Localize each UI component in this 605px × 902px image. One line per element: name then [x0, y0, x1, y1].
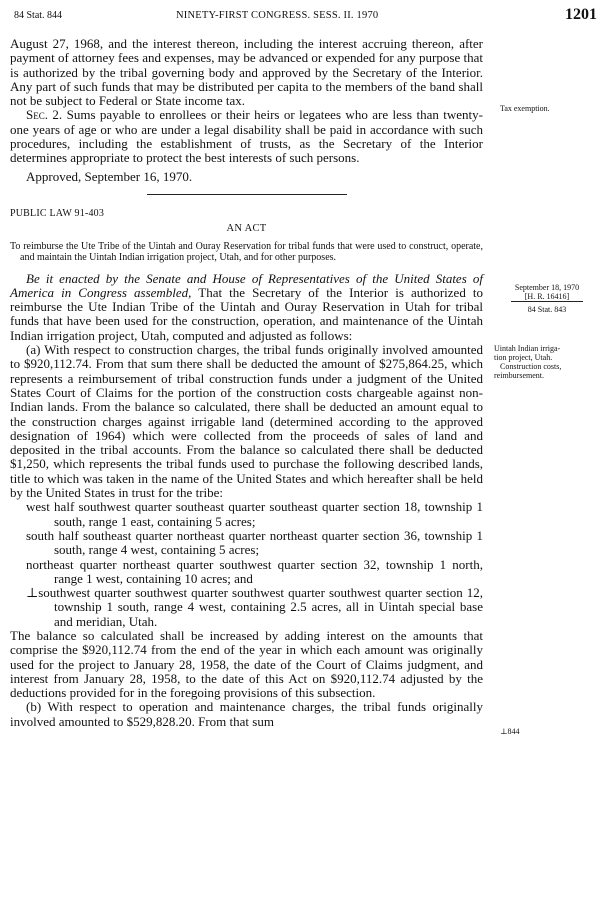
uintah-note-line-4: reimbursement.: [494, 371, 544, 380]
enacting-formula: Be it enacted by the Senate and House of Representatives of the United States of America in Congress assembled,: [10, 270, 483, 300]
margin-note-enactment: [492, 283, 602, 314]
section-2-text: Sums payable to enrollees or their heirs or legatees who are less than twenty-one years of age or who are under a legal disability shall be paid in accordance with such procedures, including the establishment of trusts, as the Secretary of the Interior determines appropriate to protect the best interests of such persons.: [10, 107, 484, 166]
running-header: [14, 8, 597, 28]
uintah-note-line-3: Construction costs,: [500, 362, 562, 371]
land-description-4: ⊥southwest quarter southwest quarter southwest quarter southwest quarter section 12, township 1 south, range 4 west, containing 2.5 acres, all in Uintah special base and meridian, Utah.: [26, 585, 483, 629]
land-description-3: northeast quarter northeast quarter southwest quarter section 32, township 1 north, range 1 west, containing 10 acres; and: [26, 556, 483, 586]
main-text: [10, 37, 483, 729]
subsection-a: (a) With respect to construction charges, the tribal funds originally involved amounted to $920,112.74. From that sum there shall be deducted the amount of $275,864.25, which represents a reimbursement of tribal construction funds under a judgment of the United States Court of Claims for the portion of the construction costs chargeable against non-Indian lands. From the balance so calculated, there shall be deducted an amount equal to the construction charges against irrigable land (determined according to the approved designation of 1964) which were collected from the proceeds of sales of land and deposited in the tribal accounts. From the balance so calculated there shall be deducted $1,250, which represents the tribal funds used to purchase the following described lands, title to which was taken in the name of the United States and which hereafter shall be held by the United States in trust for the tribe:: [10, 342, 483, 501]
uintah-note-line-2: tion project, Utah.: [494, 353, 553, 362]
land-description-1: west half southwest quarter southeast quarter southeast quarter section 18, township 1 south, range 1 east, containing 5 acres;: [26, 499, 483, 529]
stat-reference: 84 Stat. 843: [527, 305, 567, 314]
land-description-2: south half southeast quarter northeast quarter northeast quarter section 36, township 1 south, range 4 west, containing 5 acres;: [26, 527, 483, 558]
public-law-number: PUBLIC LAW 91-403: [10, 207, 105, 219]
enacting-clause: [10, 272, 483, 343]
subsection-b: (b) With respect to operation and maintenance charges, the tribal funds originally involved amounted to $529,828.20. From that sum: [10, 699, 483, 729]
divider: [147, 194, 347, 195]
approved-line: Approved, September 16, 1970.: [26, 168, 193, 184]
enactment-date: September 18, 1970: [514, 283, 580, 292]
header-congress-session: NINETY-FIRST CONGRESS. SESS. II. 1970: [176, 10, 379, 21]
page-number: 1201: [565, 6, 597, 23]
uintah-note-line-1: Uintah Indian irriga-: [494, 344, 561, 353]
bill-number: [H. R. 16416]: [511, 292, 583, 302]
paragraph-tax: August 27, 1968, and the interest thereon, including the interest accruing thereon, after payment of attorney fees and expenses, may be advanced or expended for any purpose that is authorized by the tribal governing body and approved by the Secretary of the Interior. Any part of such funds that may be distributed per capita to the members of the band shall not be subject to Federal or State income tax.: [10, 36, 483, 109]
margin-note-tax-exemption: Tax exemption.: [500, 104, 550, 113]
an-act-heading: AN ACT: [226, 223, 267, 235]
section-2-label: Sec. 2.: [26, 107, 63, 123]
margin-note-uintah: [494, 344, 602, 380]
section-2: [10, 108, 483, 165]
balance-paragraph: The balance so calculated shall be increased by adding interest on the amounts that comprise the $920,112.74 from the end of the year in which each amount was originally used for the project to January 28, 1958, the date of the Court of Claims judgment, and interest from January 28, 1958, to the date of this Act on $920,112.74 adjusted by the deductions provided for in the foregoing provisions of this subsection.: [10, 627, 483, 701]
act-title: To reimburse the Ute Tribe of the Uintah and Ouray Reservation for tribal funds that were used to construct, operate, and maintain the Uintah Indian irrigation project, Utah, and for other purposes.: [10, 240, 483, 264]
margin-note-page-break: ⊥844: [500, 727, 520, 736]
header-stat-citation: 84 Stat. 844: [14, 10, 63, 21]
enacting-text: That the Secretary of the Interior is authorized to reimburse the Ute Indian Tribe of the Uintah and Ouray Reservation in Utah for tribal funds that have been used for the construction, operation, and maintenance of the Uintah Indian irrigation project, Utah, computed and adjusted as follows:: [10, 284, 484, 343]
